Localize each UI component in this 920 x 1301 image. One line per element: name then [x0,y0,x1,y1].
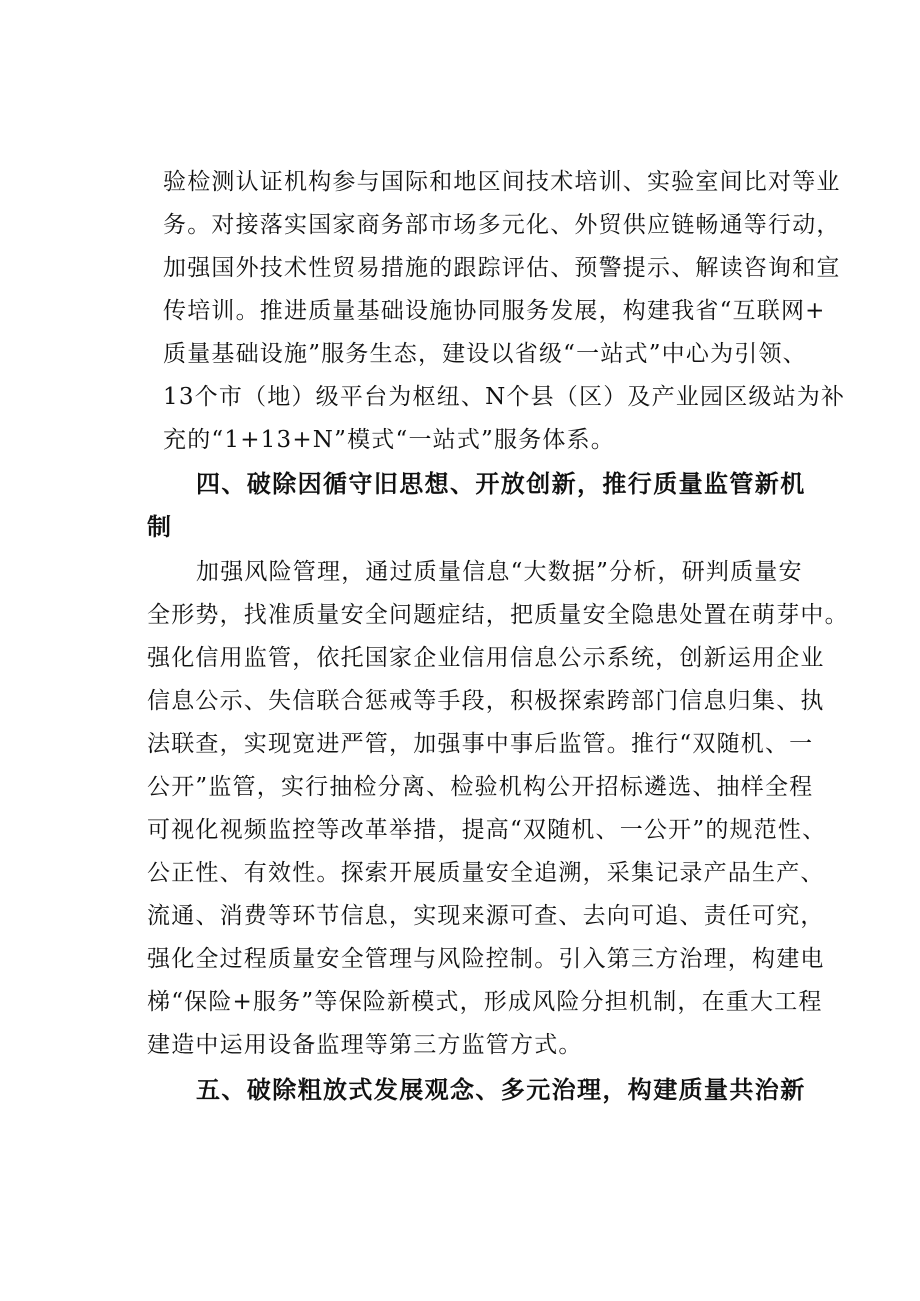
section-5-heading-line-1: 五、破除粗放式发展观念、多元治理，构建质量共治新 [196,1076,806,1104]
paragraph-2-line-6: 公开”监管，实行抽检分离、检验机构公开招标遴选、抽样全程 [147,774,814,800]
paragraph-1-line-1: 验检测认证机构参与国际和地区间技术培训、实验室间比对等业 [163,169,841,195]
section-4-heading-line-1: 四、破除因循守旧思想、开放创新，推行质量监管新机 [196,470,806,498]
paragraph-2-line-7: 可视化视频监控等改革举措，提高“双随机、一公开”的规范性、 [147,817,827,843]
paragraph-1-line-7: 充的“1+13+N”模式“一站式”服务体系。 [163,427,616,453]
paragraph-1-line-6: 13个市（地）级平台为枢纽、N个县（区）及产业园区级站为补 [163,384,846,410]
paragraph-1-line-2: 务。对接落实国家商务部市场多元化、外贸供应链畅通等行动， [163,212,841,238]
paragraph-2-line-10: 强化全过程质量安全管理与风险控制。引入第三方治理，构建电 [147,946,825,972]
section-4-heading-line-2: 制 [147,513,173,541]
paragraph-2-line-11: 梯“保险+服务”等保险新模式，形成风险分担机制，在重大工程 [147,989,823,1015]
paragraph-1-line-5: 质量基础设施”服务生态，建设以省级“一站式”中心为引领、 [163,341,807,367]
paragraph-2-line-4: 信息公示、失信联合惩戒等手段，积极探索跨部门信息归集、执 [147,688,825,714]
paragraph-1-line-3: 加强国外技术性贸易措施的跟踪评估、预警提示、解读咨询和宣 [163,255,841,281]
paragraph-2-line-1: 加强风险管理，通过质量信息“大数据”分析，研判质量安 [196,559,803,585]
paragraph-2-line-12: 建造中运用设备监理等第三方监管方式。 [147,1032,583,1058]
paragraph-1-line-4: 传培训。推进质量基础设施协同服务发展，构建我省“互联网+ [163,298,826,324]
paragraph-2-line-2: 全形势，找准质量安全问题症结，把质量安全隐患处置在萌芽中。 [147,602,849,628]
paragraph-2-line-9: 流通、消费等环节信息，实现来源可查、去向可追、责任可究， [147,903,825,929]
paragraph-2-line-5: 法联查，实现宽进严管，加强事中事后监管。推行“双随机、一 [147,731,814,757]
paragraph-2-line-8: 公正性、有效性。探索开展质量安全追溯，采集记录产品生产、 [147,860,825,886]
paragraph-2-line-3: 强化信用监管，依托国家企业信用信息公示系统，创新运用企业 [147,645,825,671]
